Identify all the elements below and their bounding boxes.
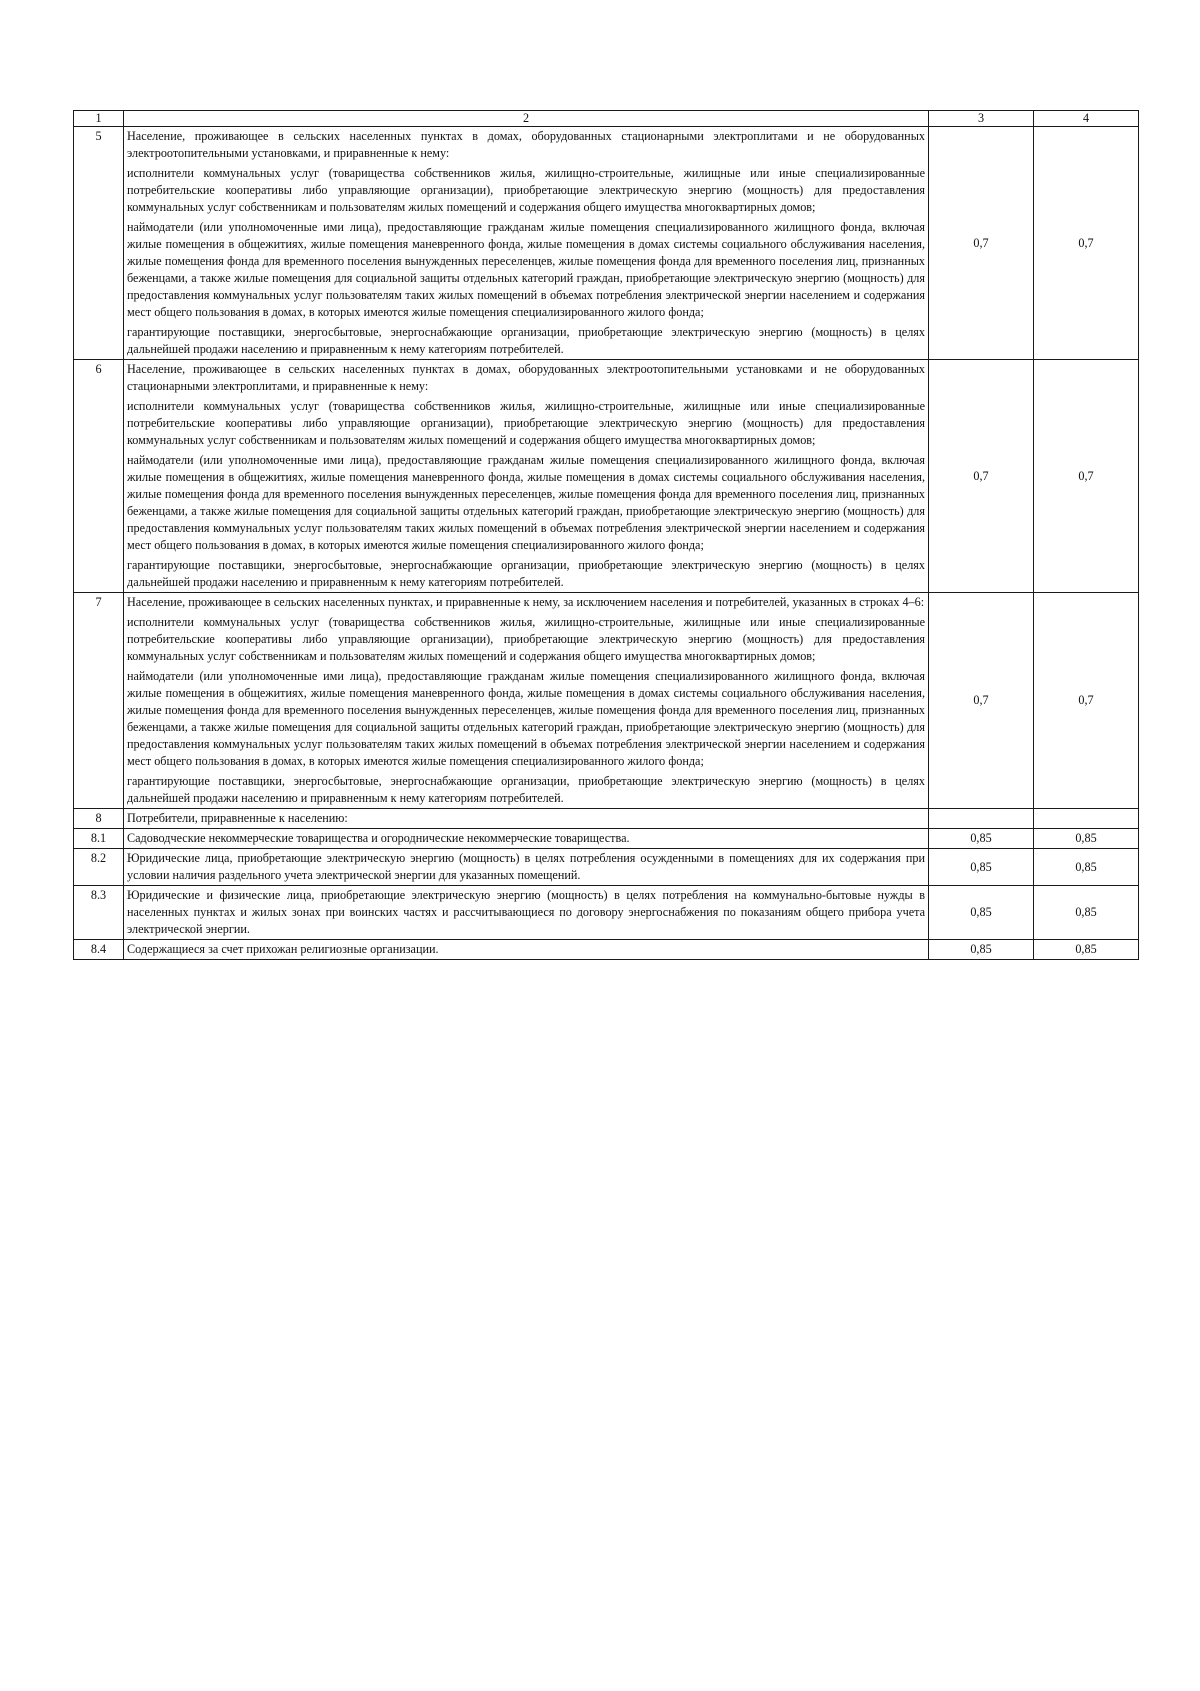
value-col-3: 0,7 xyxy=(929,360,1034,593)
description-paragraph: гарантирующие поставщики, энергосбытовые, энергоснабжающие организации, приобретающие электрическую энергию (мощность) в целях дальнейшей продажи населению и приравненным к нему категориям потребителей. xyxy=(127,325,925,356)
table-row xyxy=(74,829,1139,849)
row-number: 8 xyxy=(74,809,124,829)
row-number: 8.3 xyxy=(74,886,124,940)
row-description xyxy=(124,360,929,593)
row-description xyxy=(124,127,929,360)
value-col-3: 0,85 xyxy=(929,940,1034,960)
description-paragraph: Юридические лица, приобретающие электрическую энергию (мощность) в целях потребления осужденными в помещениях для их содержания при условии наличия раздельного учета электрической энергии для указанных помещений. xyxy=(127,851,925,882)
description-paragraph: Население, проживающее в сельских населенных пунктах, и приравненные к нему, за исключением населения и потребителей, указанных в строках 4–6: xyxy=(127,595,925,609)
table-row xyxy=(74,886,1139,940)
table-row xyxy=(74,360,1139,593)
row-number: 8.2 xyxy=(74,849,124,886)
row-description xyxy=(124,849,929,886)
header-cell-4: 4 xyxy=(1034,111,1139,127)
table-row xyxy=(74,849,1139,886)
row-number: 5 xyxy=(74,127,124,360)
row-number: 8.4 xyxy=(74,940,124,960)
value-col-3 xyxy=(929,809,1034,829)
value-col-4: 0,85 xyxy=(1034,886,1139,940)
row-number: 8.1 xyxy=(74,829,124,849)
value-col-4: 0,85 xyxy=(1034,849,1139,886)
value-col-4: 0,85 xyxy=(1034,829,1139,849)
table-row xyxy=(74,809,1139,829)
value-col-3: 0,7 xyxy=(929,127,1034,360)
value-col-3: 0,7 xyxy=(929,593,1034,809)
row-description xyxy=(124,829,929,849)
description-paragraph: Юридические и физические лица, приобретающие электрическую энергию (мощность) в целях потребления на коммунально-бытовые нужды в населенных пунктах и жилых зонах при воинских частях и рассчитывающиеся по договору энергоснабжения по показаниям общего прибора учета электрической энергии. xyxy=(127,888,925,936)
description-paragraph: Население, проживающее в сельских населенных пунктах в домах, оборудованных стационарными электроплитами и не оборудованных электроотопительными установками, и приравненные к нему: xyxy=(127,129,925,160)
row-description xyxy=(124,940,929,960)
value-col-4: 0,7 xyxy=(1034,360,1139,593)
row-number: 6 xyxy=(74,360,124,593)
header-cell-2: 2 xyxy=(124,111,929,127)
value-col-3: 0,85 xyxy=(929,886,1034,940)
description-paragraph: исполнители коммунальных услуг (товарищества собственников жилья, жилищно-строительные, жилищные или иные специализированные потребительские кооперативы либо управляющие организации), приобретающие электрическую энергию (мощность) для предоставления коммунальных услуг собственникам и пользователям жилых помещений и содержания общего имущества многоквартирных домов; xyxy=(127,166,925,214)
description-paragraph: гарантирующие поставщики, энергосбытовые, энергоснабжающие организации, приобретающие электрическую энергию (мощность) в целях дальнейшей продажи населению и приравненным к нему категориям потребителей. xyxy=(127,774,925,805)
value-col-3: 0,85 xyxy=(929,829,1034,849)
value-col-4 xyxy=(1034,809,1139,829)
row-description xyxy=(124,593,929,809)
value-col-4: 0,7 xyxy=(1034,593,1139,809)
description-paragraph: наймодатели (или уполномоченные ими лица), предоставляющие гражданам жилые помещения специализированного жилищного фонда, включая жилые помещения в общежитиях, жилые помещения маневренного фонда, жилые помещения в домах системы социального обслуживания населения, жилые помещения фонда для временного поселения вынужденных переселенцев, жилые помещения фонда для временного поселения лиц, признанных беженцами, а также жилые помещения для социальной защиты отдельных категорий граждан, приобретающие электрическую энергию (мощность) для предоставления коммунальных услуг пользователям таких жилых помещений в объемах потребления электрической энергии населением и содержания мест общего пользования в домах, в которых имеются жилые помещения специализированного жилого фонда; xyxy=(127,669,925,768)
description-paragraph: Содержащиеся за счет прихожан религиозные организации. xyxy=(127,942,439,956)
description-paragraph: Население, проживающее в сельских населенных пунктах в домах, оборудованных электроотопительными установками и не оборудованных стационарными электроплитами, и приравненные к нему: xyxy=(127,362,925,393)
description-paragraph: наймодатели (или уполномоченные ими лица), предоставляющие гражданам жилые помещения специализированного жилищного фонда, включая жилые помещения в общежитиях, жилые помещения маневренного фонда, жилые помещения в домах системы социального обслуживания населения, жилые помещения фонда для временного поселения вынужденных переселенцев, жилые помещения фонда для временного поселения лиц, признанных беженцами, а также жилые помещения для социальной защиты отдельных категорий граждан, приобретающие электрическую энергию (мощность) для предоставления коммунальных услуг пользователям таких жилых помещений в объемах потребления электрической энергии населением и содержания мест общего пользования в домах, в которых имеются жилые помещения специализированного жилого фонда; xyxy=(127,220,925,319)
header-row xyxy=(74,111,1139,127)
description-paragraph: Потребители, приравненные к населению: xyxy=(127,811,348,825)
description-paragraph: гарантирующие поставщики, энергосбытовые, энергоснабжающие организации, приобретающие электрическую энергию (мощность) в целях дальнейшей продажи населению и приравненным к нему категориям потребителей. xyxy=(127,558,925,589)
description-paragraph: Садоводческие некоммерческие товарищества и огороднические некоммерческие товарищества. xyxy=(127,831,630,845)
table-row xyxy=(74,593,1139,809)
table-body xyxy=(74,111,1139,960)
tariff-coefficients-table xyxy=(73,110,1139,960)
table-row xyxy=(74,940,1139,960)
description-paragraph: исполнители коммунальных услуг (товарищества собственников жилья, жилищно-строительные, жилищные или иные специализированные потребительские кооперативы либо управляющие организации), приобретающие электрическую энергию (мощность) для предоставления коммунальных услуг собственникам и пользователям жилых помещений и содержания общего имущества многоквартирных домов; xyxy=(127,399,925,447)
row-description xyxy=(124,809,929,829)
value-col-4: 0,85 xyxy=(1034,940,1139,960)
row-description xyxy=(124,886,929,940)
description-paragraph: наймодатели (или уполномоченные ими лица), предоставляющие гражданам жилые помещения специализированного жилищного фонда, включая жилые помещения в общежитиях, жилые помещения маневренного фонда, жилые помещения в домах системы социального обслуживания населения, жилые помещения фонда для временного поселения вынужденных переселенцев, жилые помещения фонда для временного поселения лиц, признанных беженцами, а также жилые помещения для социальной защиты отдельных категорий граждан, приобретающие электрическую энергию (мощность) для предоставления коммунальных услуг пользователям таких жилых помещений в объемах потребления электрической энергии населением и содержания мест общего пользования в домах, в которых имеются жилые помещения специализированного жилого фонда; xyxy=(127,453,925,552)
value-col-4: 0,7 xyxy=(1034,127,1139,360)
description-paragraph: исполнители коммунальных услуг (товарищества собственников жилья, жилищно-строительные, жилищные или иные специализированные потребительские кооперативы либо управляющие организации), приобретающие электрическую энергию (мощность) для предоставления коммунальных услуг собственникам и пользователям жилых помещений и содержания общего имущества многоквартирных домов; xyxy=(127,615,925,663)
header-cell-3: 3 xyxy=(929,111,1034,127)
header-cell-1: 1 xyxy=(74,111,124,127)
row-number: 7 xyxy=(74,593,124,809)
table-row xyxy=(74,127,1139,360)
value-col-3: 0,85 xyxy=(929,849,1034,886)
